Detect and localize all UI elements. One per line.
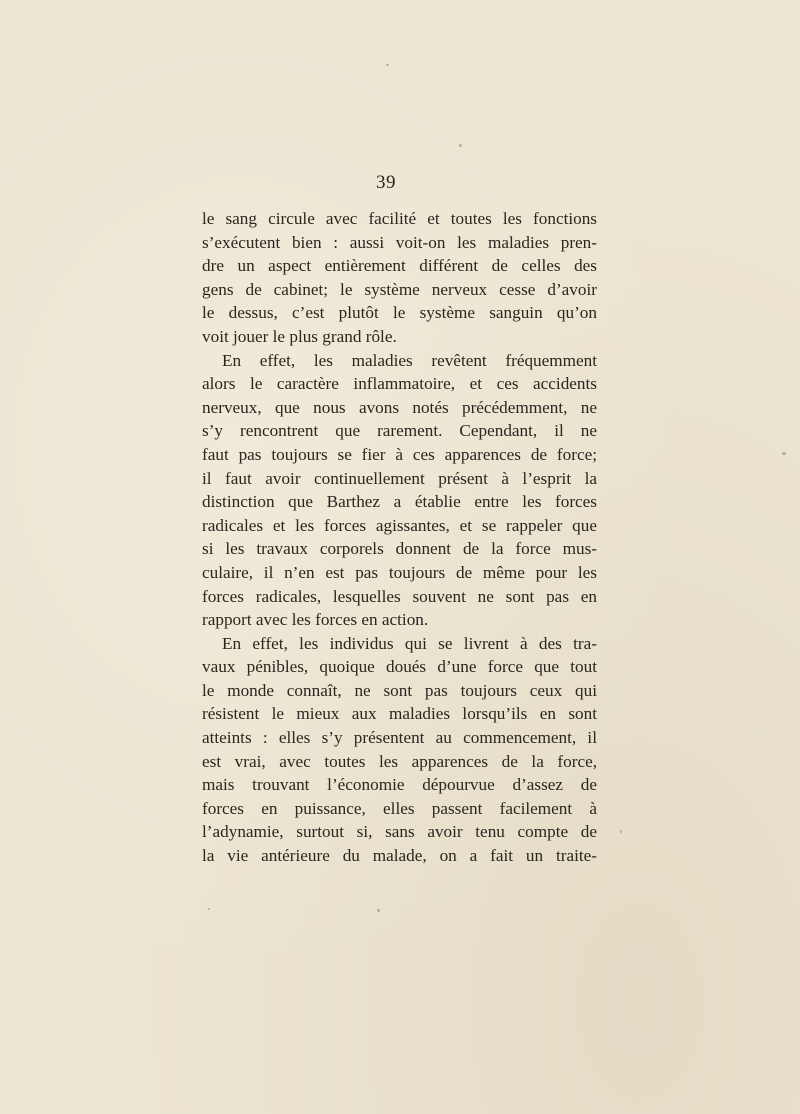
text-line: culaire, il n’en est pas toujours de même pour les: [202, 562, 597, 582]
text-line: résistent le mieux aux maladies lorsqu’ils en sont: [202, 704, 597, 724]
paper-speck: [377, 909, 380, 912]
text-line: vaux pénibles, quoique doués d’une force que tout: [202, 657, 597, 677]
text-line: gens de cabinet; le système nerveux cesse d’avoir: [202, 279, 597, 299]
paper-speck: [459, 144, 462, 147]
text-line: le monde connaît, ne sont pas toujours ceux qui: [202, 680, 597, 700]
body-text: [202, 207, 597, 868]
text-line: atteints : elles s’y présentent au commencement, il: [202, 728, 597, 748]
page-number: 39: [376, 172, 396, 193]
text-line: alors le caractère inflammatoire, et ces accidents: [202, 374, 597, 394]
paper-speck: [620, 830, 622, 833]
text-line: s’y rencontrent que rarement. Cependant, il ne: [202, 421, 597, 441]
paper-speck: [782, 452, 786, 455]
text-line: forces en puissance, elles passent facilement à: [202, 798, 597, 818]
text-line: voit jouer le plus grand rôle.: [202, 326, 397, 346]
text-line: En effet, les maladies revêtent fréquemment: [222, 350, 597, 370]
text-line: nerveux, que nous avons notés précédemment, ne: [202, 397, 597, 417]
text-line: En effet, les individus qui se livrent à des tra-: [222, 633, 597, 653]
text-line: mais trouvant l’économie dépourvue d’assez de: [202, 775, 597, 795]
text-line: le dessus, c’est plutôt le système sanguin qu’on: [202, 303, 597, 323]
text-line: la vie antérieure du malade, on a fait un traite-: [202, 846, 597, 866]
text-line: s’exécutent bien : aussi voit-on les maladies pren-: [202, 232, 597, 252]
text-line: dre un aspect entièrement différent de celles des: [202, 256, 597, 276]
text-line: forces radicales, lesquelles souvent ne sont pas en: [202, 586, 597, 606]
paper-speck: [208, 908, 210, 910]
text-line: le sang circule avec facilité et toutes les fonctions: [202, 209, 597, 228]
text-line: distinction que Barthez a établie entre les forces: [202, 492, 597, 512]
text-line: l’adynamie, surtout si, sans avoir tenu compte de: [202, 822, 597, 842]
text-line: il faut avoir continuellement présent à l’esprit la: [202, 468, 597, 488]
text-line: si les travaux corporels donnent de la force mus-: [202, 539, 597, 559]
text-line: est vrai, avec toutes les apparences de la force,: [202, 751, 597, 771]
text-line: radicales et les forces agissantes, et se rappeler que: [202, 515, 597, 535]
text-line: faut pas toujours se fier à ces apparences de force;: [202, 444, 597, 464]
text-line: rapport avec les forces en action.: [202, 610, 429, 630]
paper-speck: [386, 64, 389, 66]
